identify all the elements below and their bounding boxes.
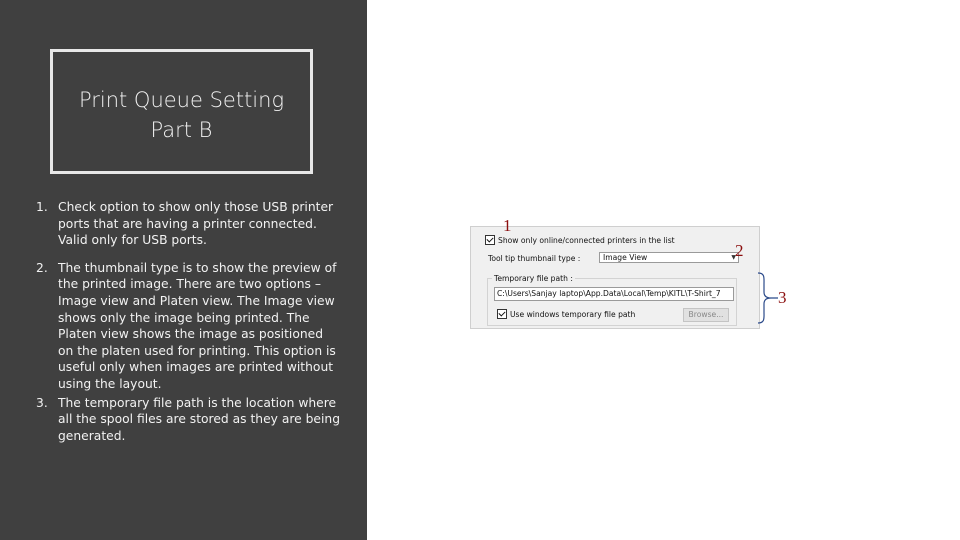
step-number: 2. bbox=[36, 260, 48, 275]
title-box bbox=[50, 49, 313, 174]
show-online-row[interactable] bbox=[485, 235, 675, 245]
show-online-label: Show only online/connected printers in the list bbox=[498, 235, 675, 245]
tooltip-thumbnail-select[interactable] bbox=[599, 252, 739, 263]
step-2 bbox=[36, 260, 341, 393]
step-text: Check option to show only those USB printer ports that are having a printer connected. Valid only for USB ports. bbox=[58, 200, 334, 248]
chevron-down-icon: ▼ bbox=[731, 254, 736, 261]
show-online-checkbox[interactable] bbox=[485, 235, 495, 245]
temp-path-group bbox=[487, 274, 737, 326]
temp-path-input[interactable]: C:\Users\Sanjay laptop\App.Data\Local\Temp\KITL\T-Shirt_7 bbox=[494, 287, 734, 301]
settings-screenshot bbox=[470, 226, 760, 329]
step-number: 1. bbox=[36, 200, 48, 214]
use-windows-temp-label: Use windows temporary file path bbox=[510, 309, 636, 319]
tooltip-thumbnail-value: Image View bbox=[603, 253, 648, 262]
left-panel bbox=[0, 0, 367, 540]
marker-1: 1 bbox=[503, 216, 512, 235]
step-1 bbox=[36, 199, 341, 249]
step-text: The temporary file path is the location where all the spool files are stored as they are being generated. bbox=[58, 395, 341, 443]
marker-3: 3 bbox=[778, 288, 787, 307]
title-line-1: Print Queue Setting bbox=[78, 88, 285, 112]
step-text: The thumbnail type is to show the preview of the printed image. There are two options – Image view and Platen view. The Image view shows only the image being printed. The Platen view shows the image as positioned on the platen used for printing. This option is useful only when images are printed without using the layout. bbox=[58, 260, 337, 391]
browse-button[interactable]: Browse... bbox=[683, 308, 729, 322]
use-windows-temp-checkbox[interactable] bbox=[497, 309, 507, 319]
title-line-2: Part B bbox=[150, 118, 213, 142]
marker-2: 2 bbox=[735, 241, 744, 260]
steps-list bbox=[36, 199, 341, 455]
temp-path-group-label: Temporary file path : bbox=[494, 274, 573, 283]
use-windows-temp-row[interactable] bbox=[497, 309, 635, 319]
tooltip-thumbnail-label: Tool tip thumbnail type : bbox=[488, 254, 581, 263]
step-number: 3. bbox=[36, 395, 48, 410]
brace-icon bbox=[757, 272, 779, 324]
slide-title bbox=[53, 85, 310, 145]
step-3 bbox=[36, 395, 341, 445]
